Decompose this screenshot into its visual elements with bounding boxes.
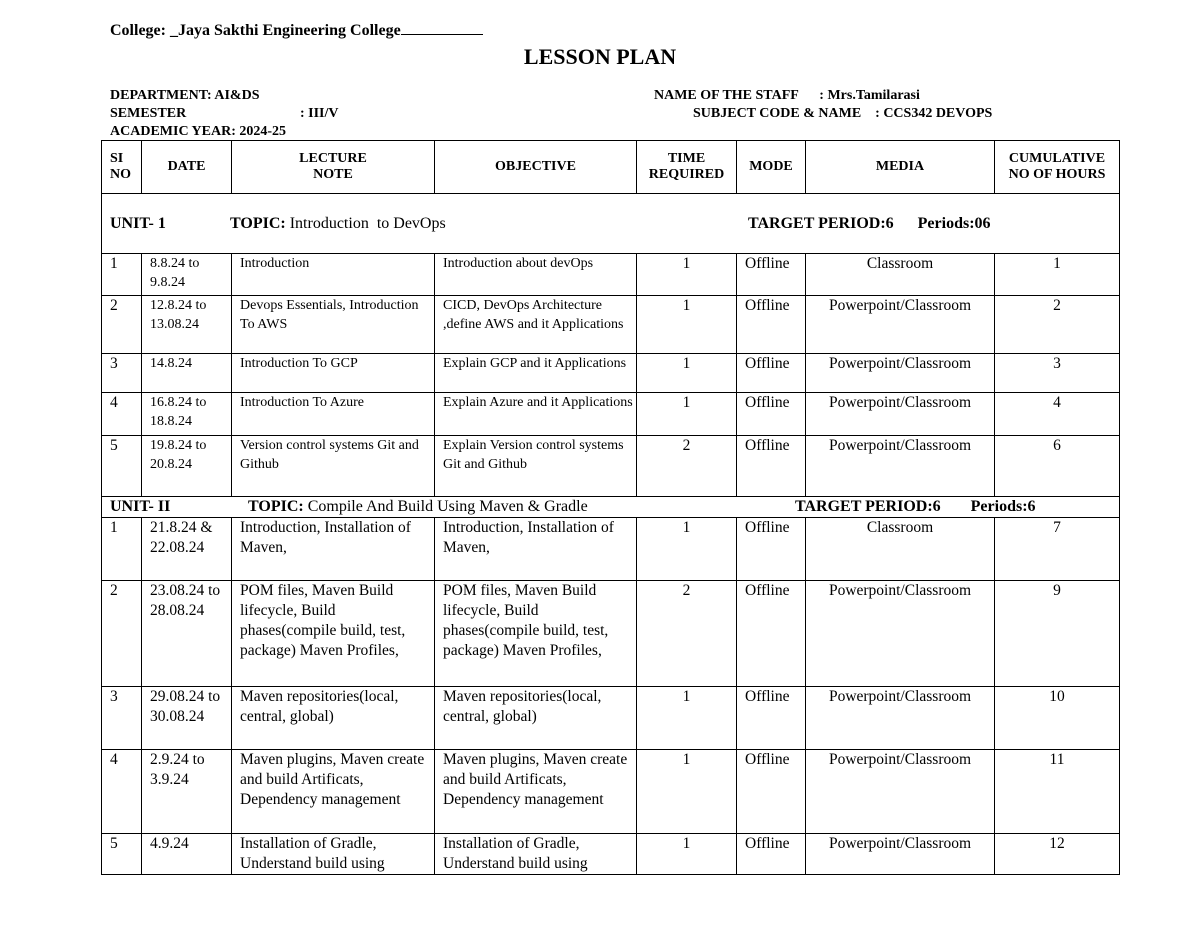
cell-time: 1: [637, 750, 737, 834]
cell-date: 8.8.24 to 9.8.24: [142, 254, 232, 296]
cell-cumulative: 6: [995, 436, 1120, 497]
cell-time: 1: [637, 354, 737, 393]
table-row: [102, 687, 1120, 750]
cell-lecture: Introduction, Installation of Maven,: [232, 518, 435, 581]
cell-media: Classroom: [806, 518, 995, 581]
cell-objective: Introduction, Installation of Maven,: [435, 518, 637, 581]
periods-value: Periods:06: [917, 214, 991, 232]
col-lecture: LECTURE NOTE: [232, 141, 435, 194]
cell-cumulative: 1: [995, 254, 1120, 296]
col-si: SI NO: [102, 141, 142, 194]
table-row: [102, 254, 1120, 296]
department: DEPARTMENT: AI&DS: [110, 88, 260, 103]
unit-row: [102, 497, 1120, 518]
cell-time: 2: [637, 581, 737, 687]
cell-date: 16.8.24 to 18.8.24: [142, 393, 232, 436]
cell-media: Powerpoint/Classroom: [806, 687, 995, 750]
cell-media: Powerpoint/Classroom: [806, 750, 995, 834]
unit-topic: [248, 497, 588, 516]
cell-si: 5: [102, 834, 142, 875]
academic-year: ACADEMIC YEAR: 2024-25: [110, 124, 287, 139]
unit-topic: [230, 214, 446, 234]
college-underline: [401, 22, 483, 35]
cell-cumulative: 7: [995, 518, 1120, 581]
cell-mode: Offline: [737, 518, 806, 581]
col-cumulative: CUMULATIVE NO OF HOURS: [995, 141, 1120, 194]
unit-heading: [102, 194, 1120, 254]
lesson-plan-table: [101, 140, 1120, 875]
cell-date: 2.9.24 to 3.9.24: [142, 750, 232, 834]
target-period: [795, 497, 1036, 516]
target-period-value: TARGET PERIOD:6: [748, 214, 894, 232]
cell-cumulative: 9: [995, 581, 1120, 687]
topic-value: Introduction to DevOps: [285, 214, 446, 232]
cell-si: 1: [102, 254, 142, 296]
staff-name: NAME OF THE STAFF : Mrs.Tamilarasi: [654, 88, 920, 103]
cell-date: 19.8.24 to 20.8.24: [142, 436, 232, 497]
cell-mode: Offline: [737, 436, 806, 497]
cell-mode: Offline: [737, 393, 806, 436]
cell-objective: Maven repositories(local, central, global): [435, 687, 637, 750]
cell-lecture: Installation of Gradle, Understand build using: [232, 834, 435, 875]
col-time: TIME REQUIRED: [637, 141, 737, 194]
subject-code: SUBJECT CODE & NAME : CCS342 DEVOPS: [693, 106, 993, 121]
cell-objective: Maven plugins, Maven create and build Artificats, Dependency management: [435, 750, 637, 834]
cell-cumulative: 2: [995, 296, 1120, 354]
col-mode: MODE: [737, 141, 806, 194]
cell-cumulative: 10: [995, 687, 1120, 750]
cell-date: 4.9.24: [142, 834, 232, 875]
cell-time: 1: [637, 296, 737, 354]
col-media: MEDIA: [806, 141, 995, 194]
periods-value: Periods:6: [970, 498, 1036, 515]
cell-time: 1: [637, 254, 737, 296]
cell-time: 1: [637, 834, 737, 875]
cell-si: 1: [102, 518, 142, 581]
cell-time: 1: [637, 687, 737, 750]
cell-time: 2: [637, 436, 737, 497]
table-row: [102, 436, 1120, 497]
topic-label: TOPIC:: [230, 214, 286, 232]
cell-mode: Offline: [737, 354, 806, 393]
cell-media: Powerpoint/Classroom: [806, 393, 995, 436]
cell-mode: Offline: [737, 834, 806, 875]
cell-date: 14.8.24: [142, 354, 232, 393]
col-date: DATE: [142, 141, 232, 194]
cell-date: 29.08.24 to 30.08.24: [142, 687, 232, 750]
target-period-value: TARGET PERIOD:6: [795, 498, 941, 515]
college-name: _Jaya Sakthi Engineering College: [169, 22, 401, 39]
unit-row: [102, 194, 1120, 254]
table-row: [102, 354, 1120, 393]
cell-objective: Explain GCP and it Applications: [435, 354, 637, 393]
cell-si: 3: [102, 354, 142, 393]
topic-value: Compile And Build Using Maven & Gradle: [303, 498, 588, 515]
table-row: [102, 581, 1120, 687]
semester-value: : III/V: [300, 106, 339, 121]
cell-mode: Offline: [737, 581, 806, 687]
cell-lecture: Version control systems Git and Github: [232, 436, 435, 497]
cell-lecture: Introduction To Azure: [232, 393, 435, 436]
cell-mode: Offline: [737, 254, 806, 296]
table-row: [102, 834, 1120, 875]
cell-date: 21.8.24 & 22.08.24: [142, 518, 232, 581]
cell-si: 5: [102, 436, 142, 497]
table-row: [102, 296, 1120, 354]
unit-label: UNIT- 1: [110, 214, 166, 232]
cell-lecture: Devops Essentials, Introduction To AWS: [232, 296, 435, 354]
page-title: LESSON PLAN: [523, 44, 677, 69]
cell-si: 3: [102, 687, 142, 750]
cell-lecture: POM files, Maven Build lifecycle, Build phases(compile build, test, package) Maven Profiles,: [232, 581, 435, 687]
unit-heading: [102, 497, 1120, 518]
unit-label: UNIT- II: [110, 498, 171, 515]
cell-media: Powerpoint/Classroom: [806, 834, 995, 875]
col-objective: OBJECTIVE: [435, 141, 637, 194]
cell-mode: Offline: [737, 687, 806, 750]
cell-lecture: Introduction To GCP: [232, 354, 435, 393]
cell-objective: Introduction about devOps: [435, 254, 637, 296]
semester-label: SEMESTER: [110, 106, 187, 121]
header-row: [102, 141, 1120, 194]
cell-objective: POM files, Maven Build lifecycle, Build phases(compile build, test, package) Maven Profiles,: [435, 581, 637, 687]
target-period: [748, 214, 991, 234]
cell-date: 12.8.24 to 13.08.24: [142, 296, 232, 354]
college-label: College:: [110, 22, 166, 39]
cell-si: 2: [102, 296, 142, 354]
cell-objective: CICD, DevOps Architecture ,define AWS and it Applications: [435, 296, 637, 354]
table-row: [102, 393, 1120, 436]
cell-date: 23.08.24 to 28.08.24: [142, 581, 232, 687]
table-row: [102, 750, 1120, 834]
cell-objective: Installation of Gradle, Understand build using: [435, 834, 637, 875]
cell-objective: Explain Version control systems Git and Github: [435, 436, 637, 497]
cell-lecture: Maven plugins, Maven create and build Artificats, Dependency management: [232, 750, 435, 834]
cell-mode: Offline: [737, 296, 806, 354]
cell-cumulative: 12: [995, 834, 1120, 875]
cell-lecture: Maven repositories(local, central, global): [232, 687, 435, 750]
cell-media: Powerpoint/Classroom: [806, 436, 995, 497]
cell-si: 4: [102, 750, 142, 834]
cell-si: 4: [102, 393, 142, 436]
cell-mode: Offline: [737, 750, 806, 834]
table-row: [102, 518, 1120, 581]
cell-cumulative: 11: [995, 750, 1120, 834]
cell-objective: Explain Azure and it Applications: [435, 393, 637, 436]
cell-media: Classroom: [806, 254, 995, 296]
cell-lecture: Introduction: [232, 254, 435, 296]
cell-media: Powerpoint/Classroom: [806, 581, 995, 687]
college-line: [110, 22, 483, 40]
cell-si: 2: [102, 581, 142, 687]
cell-media: Powerpoint/Classroom: [806, 296, 995, 354]
cell-cumulative: 3: [995, 354, 1120, 393]
cell-cumulative: 4: [995, 393, 1120, 436]
cell-time: 1: [637, 393, 737, 436]
cell-media: Powerpoint/Classroom: [806, 354, 995, 393]
topic-label: TOPIC:: [248, 498, 304, 515]
cell-time: 1: [637, 518, 737, 581]
